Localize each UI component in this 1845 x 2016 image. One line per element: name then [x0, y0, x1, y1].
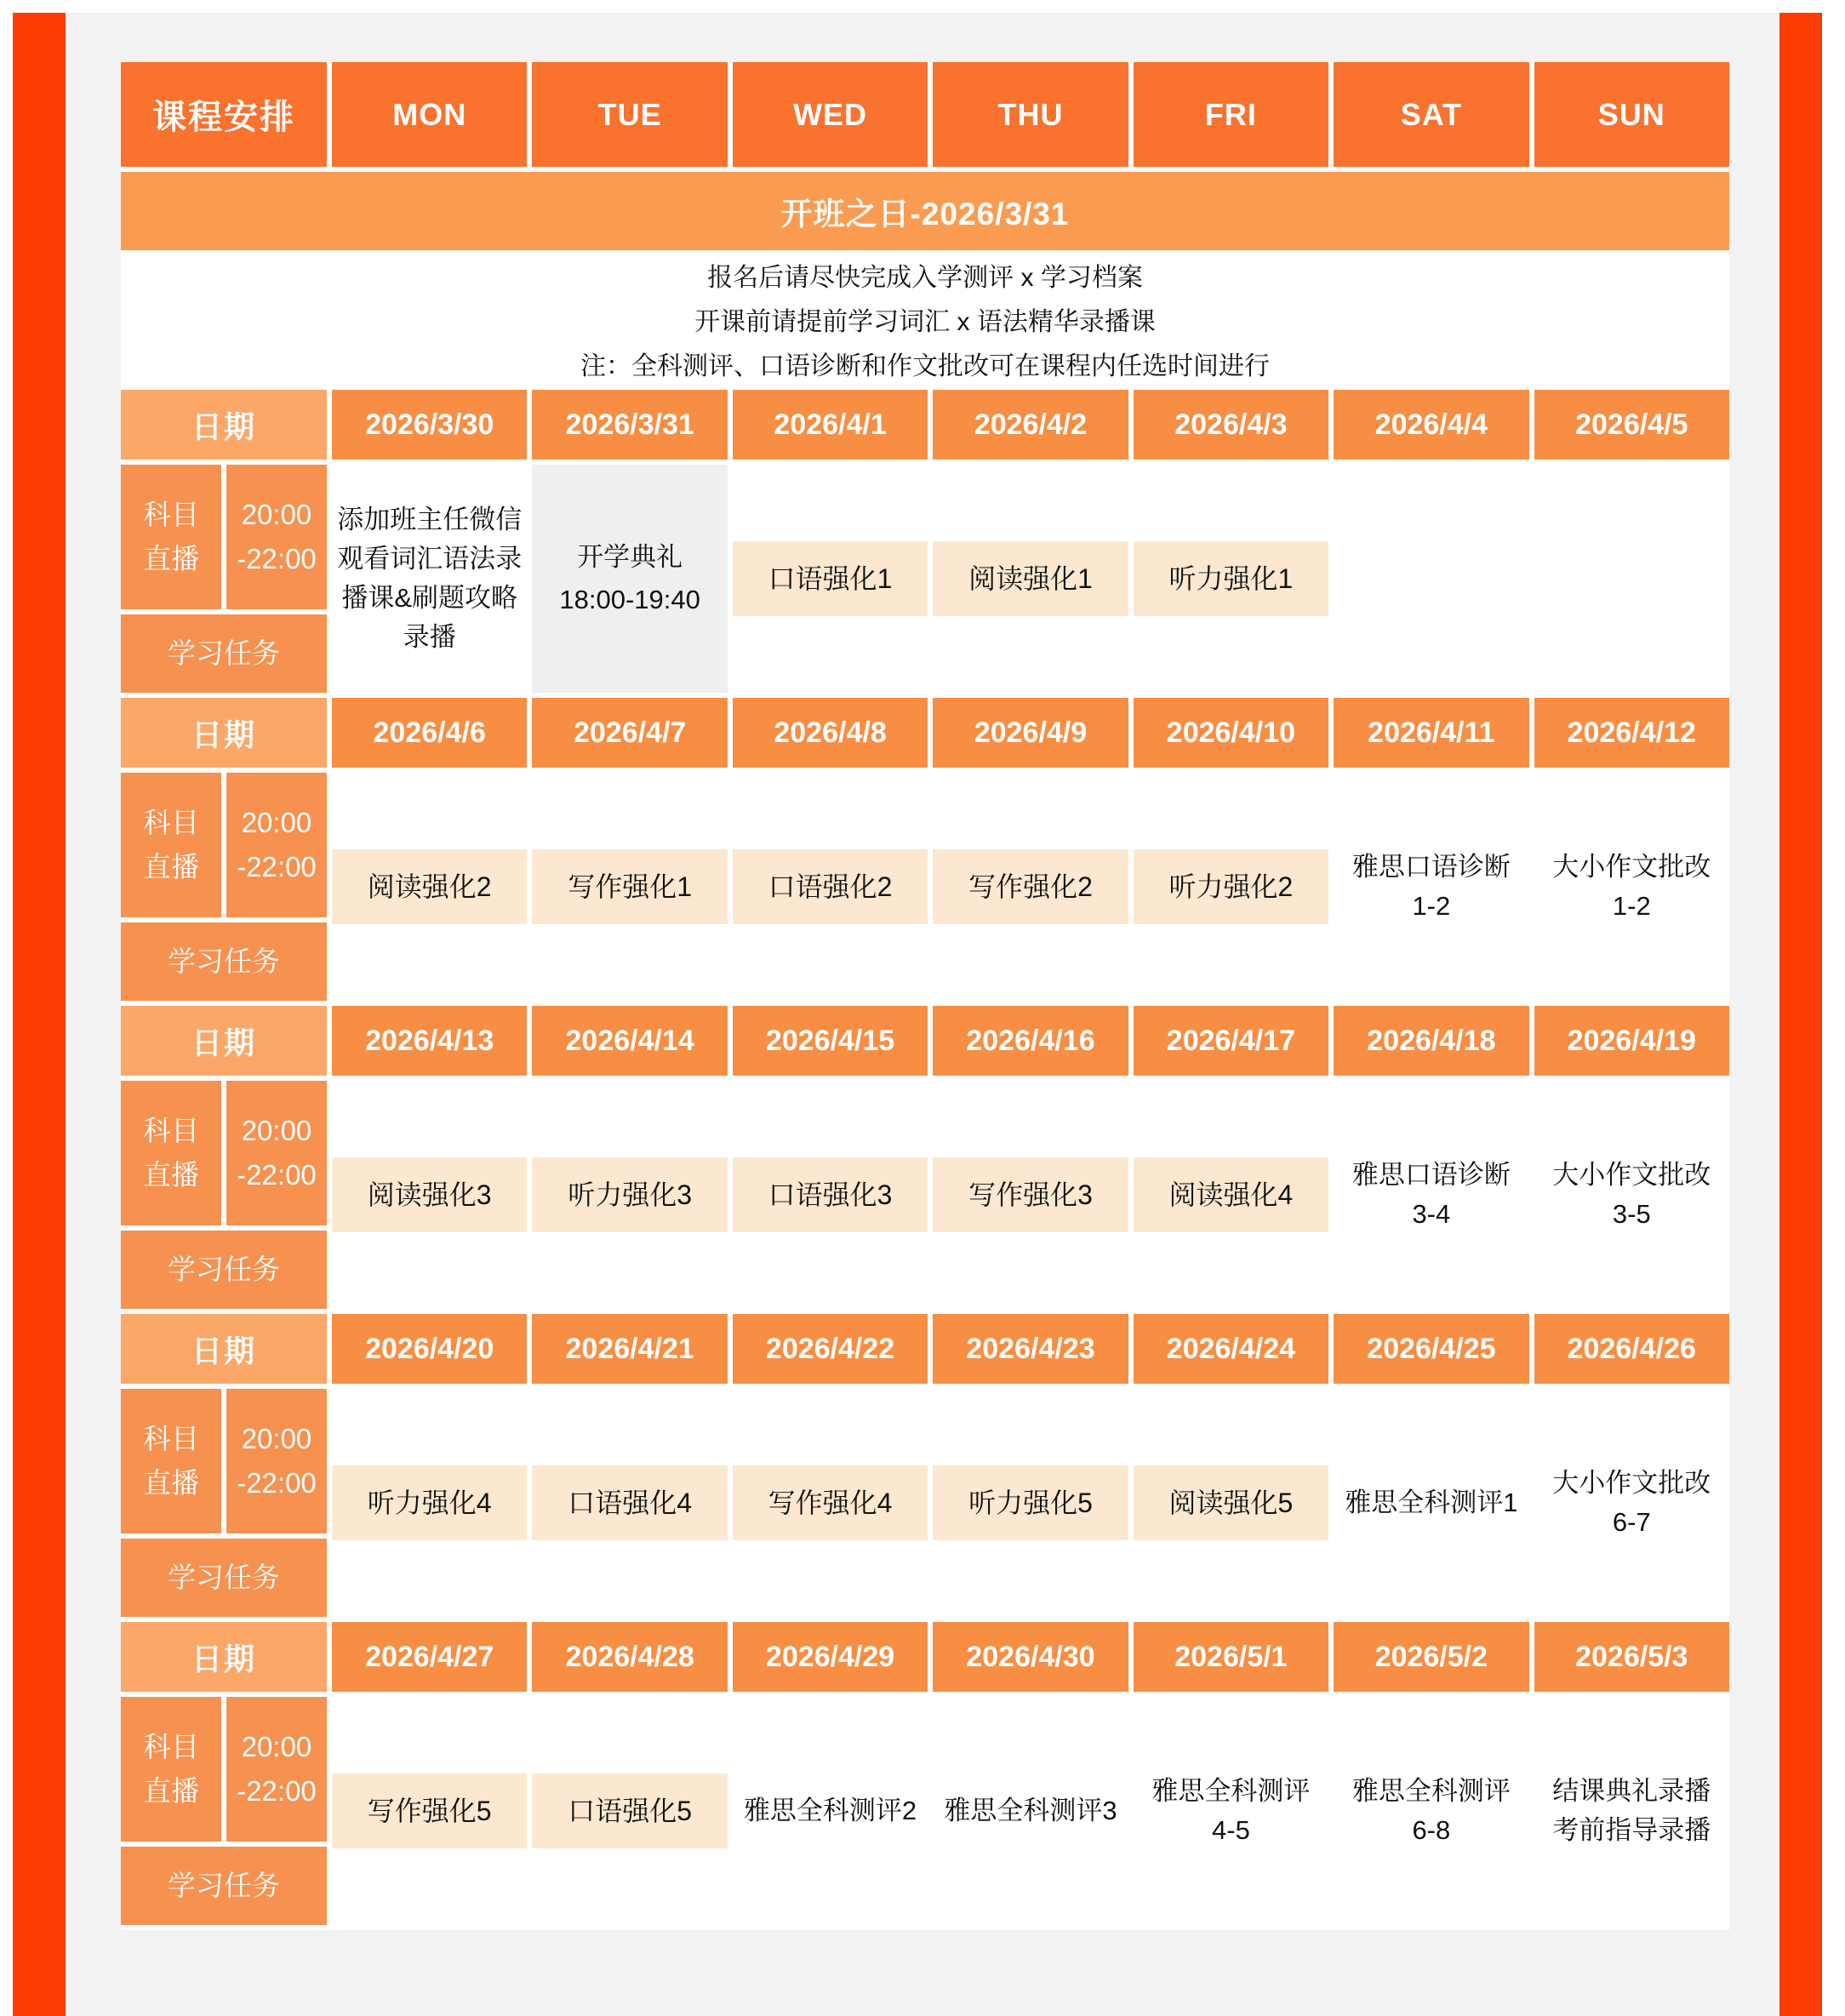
course-cell-tue [532, 465, 727, 693]
study-task-label: 学习任务 [121, 1539, 327, 1617]
day-header-tue: TUE [532, 62, 727, 167]
date-cell-fri: 2026/4/17 [1134, 1006, 1328, 1076]
course-pill: 阅读强化3 [332, 1157, 527, 1232]
course-pill: 阅读强化4 [1134, 1157, 1328, 1232]
course-text-line: 雅思全科测评2 [743, 1796, 917, 1825]
course-text-line: 雅思全科测评 [1351, 1776, 1511, 1806]
date-cell-sat: 2026/4/4 [1334, 390, 1528, 460]
course-text-line: 18:00-19:40 [559, 585, 700, 614]
course-text-line: 1-2 [1412, 891, 1451, 921]
course-cell-fri [1134, 1081, 1328, 1309]
date-row-label: 日期 [121, 390, 327, 460]
date-cell-tue: 2026/3/31 [532, 390, 727, 460]
course-cell-sat [1334, 1081, 1528, 1309]
time-label [226, 773, 327, 917]
date-cell-wed: 2026/4/8 [733, 698, 928, 768]
course-text-line: 3-5 [1612, 1199, 1651, 1229]
course-text-line: 添加班主任微信观看词汇语法录播课&刷题攻略录播 [337, 505, 523, 652]
course-text-line: 雅思全科测评3 [944, 1796, 1117, 1825]
date-cell-tue: 2026/4/28 [532, 1622, 727, 1692]
course-cell-thu [933, 465, 1128, 693]
course-text-line: 结课典礼录播 [1552, 1776, 1711, 1806]
course-text-line: 大小作文批改 [1552, 1160, 1711, 1190]
course-cell-tue [532, 773, 727, 1001]
course-pill: 写作强化4 [733, 1465, 928, 1540]
date-cell-mon: 2026/4/13 [332, 1006, 527, 1076]
course-pill: 听力强化5 [933, 1465, 1128, 1540]
subject-label-line: 科目 [143, 1115, 199, 1146]
date-cell-wed: 2026/4/15 [733, 1006, 928, 1076]
course-cell-thu [933, 773, 1128, 1001]
date-cell-sat: 2026/4/25 [1334, 1314, 1528, 1384]
course-text-line: 雅思口语诊断 [1351, 852, 1511, 882]
course-text-line: 雅思全科测评 [1151, 1776, 1311, 1806]
course-cell-sat [1334, 1697, 1528, 1925]
date-cell-mon: 2026/4/6 [332, 698, 527, 768]
note-line: 开课前请提前学习词汇 x 语法精华录播课 [694, 308, 1156, 336]
course-cell-fri [1134, 1389, 1328, 1617]
date-cell-sat: 2026/4/11 [1334, 698, 1528, 768]
course-text-line: 1-2 [1612, 891, 1651, 921]
course-cell-wed [733, 1389, 928, 1617]
date-cell-sun: 2026/4/5 [1534, 390, 1729, 460]
note-line: 注：全科测评、口语诊断和作文批改可在课程内任选时间进行 [580, 352, 1270, 380]
time-label-line: -22:00 [237, 1467, 317, 1499]
course-schedule-table [121, 62, 1729, 1930]
course-text-line: 4-5 [1212, 1815, 1250, 1845]
date-cell-mon: 2026/4/20 [332, 1314, 527, 1384]
course-cell-wed [733, 1697, 928, 1925]
course-cell-thu [933, 1697, 1128, 1925]
course-pill: 听力强化4 [332, 1465, 527, 1540]
date-cell-mon: 2026/4/27 [332, 1622, 527, 1692]
date-cell-wed: 2026/4/22 [733, 1314, 928, 1384]
study-task-label: 学习任务 [121, 1847, 327, 1925]
date-cell-sun: 2026/4/19 [1534, 1006, 1729, 1076]
subject-live-label [121, 1697, 221, 1842]
subject-live-label [121, 465, 221, 609]
time-label-line: -22:00 [237, 851, 317, 882]
subject-live-label [121, 1081, 221, 1225]
date-cell-thu: 2026/4/2 [933, 390, 1128, 460]
date-cell-tue: 2026/4/7 [532, 698, 727, 768]
subject-label-line: 科目 [143, 1731, 199, 1762]
day-header-mon: MON [332, 62, 527, 167]
subject-live-label [121, 773, 221, 917]
course-cell-mon [332, 1697, 527, 1925]
time-label-line: 20:00 [241, 1115, 312, 1146]
date-cell-thu: 2026/4/23 [933, 1314, 1128, 1384]
course-text-line: 3-4 [1412, 1199, 1451, 1229]
course-cell-mon [332, 465, 527, 693]
course-cell-sun [1534, 1081, 1729, 1309]
notes-block [121, 255, 1729, 390]
time-label-line: -22:00 [237, 543, 317, 574]
course-cell-tue [532, 1081, 727, 1309]
course-cell-sat [1334, 773, 1528, 1001]
subject-label-line: 直播 [143, 543, 199, 574]
time-label-line: 20:00 [241, 1731, 312, 1762]
course-pill: 写作强化2 [933, 849, 1128, 924]
time-label-line: -22:00 [237, 1159, 317, 1191]
course-cell-sat [1334, 465, 1528, 693]
course-pill: 写作强化5 [332, 1773, 527, 1848]
time-label [226, 465, 327, 609]
note-line: 报名后请尽快完成入学测评 x 学习档案 [707, 264, 1143, 292]
time-label [226, 1389, 327, 1533]
subject-label-line: 科目 [143, 807, 199, 838]
course-pill: 写作强化3 [933, 1157, 1128, 1232]
class-start-banner: 开班之日-2026/3/31 [121, 172, 1729, 250]
date-cell-wed: 2026/4/29 [733, 1622, 928, 1692]
course-cell-fri [1134, 465, 1328, 693]
day-header-sat: SAT [1334, 62, 1528, 167]
time-label-line: -22:00 [237, 1775, 317, 1807]
course-pill: 口语强化4 [532, 1465, 727, 1540]
date-row-label: 日期 [121, 1314, 327, 1384]
week-block-3 [121, 1006, 1729, 1309]
course-cell-fri [1134, 1697, 1328, 1925]
date-cell-fri: 2026/4/3 [1134, 390, 1328, 460]
course-pill: 口语强化1 [733, 541, 928, 616]
week-block-2 [121, 698, 1729, 1001]
course-cell-wed [733, 773, 928, 1001]
subject-label-line: 科目 [143, 499, 199, 530]
study-task-label: 学习任务 [121, 614, 327, 693]
header-row [121, 62, 1729, 167]
course-pill: 写作强化1 [532, 849, 727, 924]
week-block-1 [121, 390, 1729, 693]
course-text-line: 考前指导录播 [1552, 1815, 1711, 1845]
day-header-fri: FRI [1134, 62, 1328, 167]
date-row-label: 日期 [121, 698, 327, 768]
course-text-line: 开学典礼 [577, 542, 683, 572]
subject-live-label [121, 1389, 221, 1533]
course-pill: 听力强化3 [532, 1157, 727, 1232]
date-cell-thu: 2026/4/9 [933, 698, 1128, 768]
time-label-line: 20:00 [241, 1423, 312, 1454]
course-cell-sun [1534, 1697, 1729, 1925]
course-cell-wed [733, 465, 928, 693]
date-cell-sun: 2026/4/12 [1534, 698, 1729, 768]
course-text-line: 雅思全科测评1 [1345, 1488, 1518, 1517]
week-block-4 [121, 1314, 1729, 1617]
date-cell-tue: 2026/4/14 [532, 1006, 727, 1076]
date-cell-mon: 2026/3/30 [332, 390, 527, 460]
course-text-line: 大小作文批改 [1552, 1468, 1711, 1498]
date-row-label: 日期 [121, 1006, 327, 1076]
course-cell-sun [1534, 1389, 1729, 1617]
course-pill: 口语强化2 [733, 849, 928, 924]
subject-label-line: 直播 [143, 1467, 199, 1499]
course-text-line: 大小作文批改 [1552, 852, 1711, 882]
course-cell-mon [332, 1389, 527, 1617]
course-cell-tue [532, 1697, 727, 1925]
course-cell-sat [1334, 1389, 1528, 1617]
course-text-line: 雅思口语诊断 [1351, 1160, 1511, 1190]
course-cell-fri [1134, 773, 1328, 1001]
week-block-5 [121, 1622, 1729, 1925]
course-cell-mon [332, 1081, 527, 1309]
date-cell-fri: 2026/4/24 [1134, 1314, 1328, 1384]
schedule-title: 课程安排 [121, 62, 327, 167]
date-cell-sun: 2026/5/3 [1534, 1622, 1729, 1692]
day-header-thu: THU [933, 62, 1128, 167]
course-cell-thu [933, 1081, 1128, 1309]
course-pill: 听力强化2 [1134, 849, 1328, 924]
right-red-sidebar [1779, 13, 1822, 2016]
date-cell-fri: 2026/4/10 [1134, 698, 1328, 768]
subject-label-line: 直播 [143, 1775, 199, 1807]
subject-label-line: 直播 [143, 851, 199, 882]
day-header-wed: WED [733, 62, 928, 167]
course-cell-sun [1534, 465, 1729, 693]
time-label-line: 20:00 [241, 807, 312, 838]
date-row-label: 日期 [121, 1622, 327, 1692]
date-cell-sun: 2026/4/26 [1534, 1314, 1729, 1384]
course-pill: 阅读强化2 [332, 849, 527, 924]
date-cell-fri: 2026/5/1 [1134, 1622, 1328, 1692]
date-cell-thu: 2026/4/30 [933, 1622, 1128, 1692]
time-label [226, 1697, 327, 1842]
left-red-sidebar [13, 13, 66, 2016]
course-cell-thu [933, 1389, 1128, 1617]
date-cell-thu: 2026/4/16 [933, 1006, 1128, 1076]
date-cell-wed: 2026/4/1 [733, 390, 928, 460]
date-cell-sat: 2026/5/2 [1334, 1622, 1528, 1692]
course-pill: 阅读强化1 [933, 541, 1128, 616]
time-label-line: 20:00 [241, 499, 312, 530]
date-cell-tue: 2026/4/21 [532, 1314, 727, 1384]
course-cell-tue [532, 1389, 727, 1617]
subject-label-line: 科目 [143, 1423, 199, 1454]
date-cell-sat: 2026/4/18 [1334, 1006, 1528, 1076]
time-label [226, 1081, 327, 1225]
course-pill: 听力强化1 [1134, 541, 1328, 616]
course-text-line: 6-7 [1612, 1507, 1651, 1537]
subject-label-line: 直播 [143, 1159, 199, 1191]
course-cell-wed [733, 1081, 928, 1309]
course-pill: 口语强化3 [733, 1157, 928, 1232]
study-task-label: 学习任务 [121, 922, 327, 1001]
course-pill: 口语强化5 [532, 1773, 727, 1848]
weeks-container [121, 390, 1729, 1925]
course-text-line: 6-8 [1412, 1815, 1451, 1845]
study-task-label: 学习任务 [121, 1231, 327, 1309]
course-pill: 阅读强化5 [1134, 1465, 1328, 1540]
course-cell-sun [1534, 773, 1729, 1001]
day-header-sun: SUN [1534, 62, 1729, 167]
course-cell-mon [332, 773, 527, 1001]
